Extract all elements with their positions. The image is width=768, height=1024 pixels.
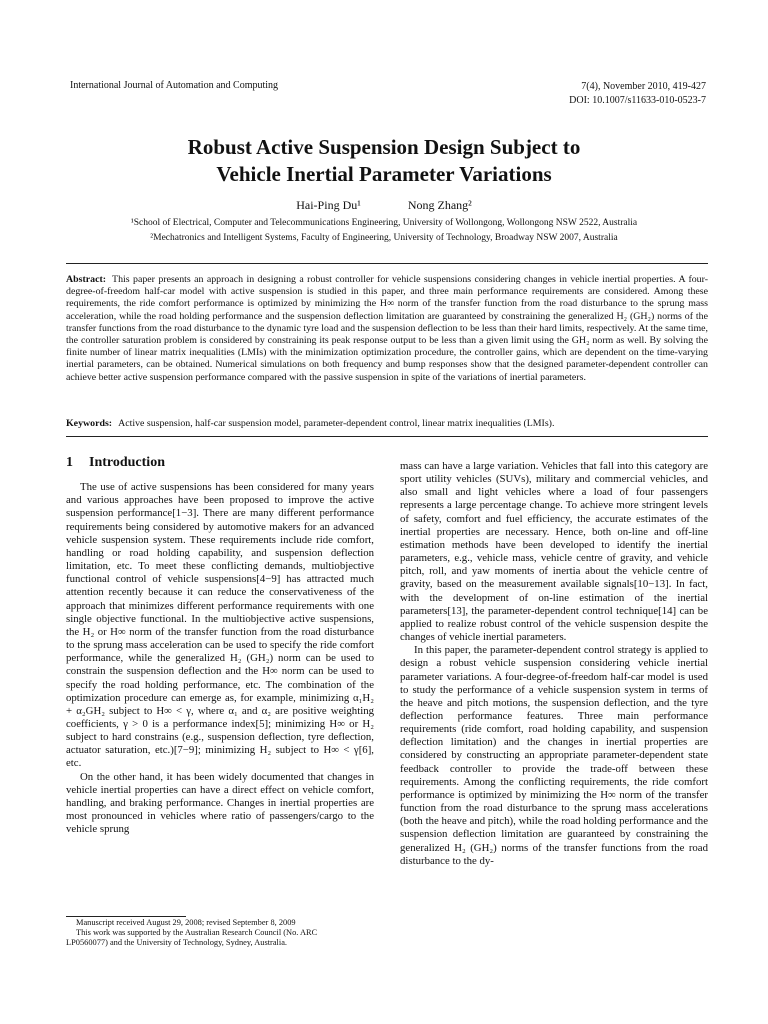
section-title: Introduction: [89, 455, 165, 470]
title-line-1: Robust Active Suspension Design Subject to: [187, 135, 581, 159]
paper-title: [60, 134, 708, 188]
affiliation-1: ¹School of Electrical, Computer and Telecommunications Engineering, University of Wollongong, Wollongong NSW 2522, Australia: [130, 218, 638, 228]
keywords-label: Keywords:: [66, 418, 113, 429]
divider-bottom: [66, 436, 708, 437]
author-2: Nong Zhang²: [407, 198, 472, 212]
title-line-2: Vehicle Inertial Parameter Variations: [216, 162, 552, 186]
authors: [60, 198, 708, 213]
footnote-rule: [66, 916, 186, 917]
abstract-label: Abstract:: [66, 274, 107, 285]
keywords-text: Active suspension, half-car suspension model, parameter-dependent control, linear matrix inequalities (LMIs).: [118, 418, 555, 429]
keywords: [66, 418, 708, 429]
abstract-text: This paper presents an approach in designing a robust controller for vehicle suspensions considering changes in vehicle inertial properties. A four-degree-of-freedom half-car model with active suspension is studied in this paper, and three main performance requirements are considered. Among these requirements, the ride comfort performance is optimized by minimizing the H∞ norm of the transfer function from the road disturbance to the sprung mass acceleration, while the road holding performance and the suspension deflection limitation are guaranteed by constraining the generalized H₂ (GH₂) norms of the transfer functions from the road disturbance to the dynamic tyre load and the suspension deflection to be less than their hard limits, respectively. At the same time, the controller saturation problem is considered by constraining its peak response output to be less than a given limit using the GH₂ norm as well. By solving the finite number of linear matrix inequalities (LMIs) with the minimization optimization procedure, the controller gains, which are dependent on the time-varying inertial parameters, can be obtained. Numerical simulations on both frequency and bump responses show that the designed parameter-dependent controller can achieve better active suspension performance compared with the passive suspension in spite of the variations of inertial parameters.: [66, 274, 708, 383]
footnote-received: Manuscript received August 29, 2008; revised September 8, 2009: [76, 918, 296, 927]
right-column: [400, 460, 708, 868]
footnotes: [66, 918, 336, 948]
divider-top: [66, 263, 708, 264]
header-right: [569, 80, 706, 108]
volume-info: 7(4), November 2010, 419-427: [581, 81, 706, 92]
abstract: [66, 274, 708, 384]
left-column: [66, 456, 374, 836]
paragraph: In this paper, the parameter-dependent control strategy is applied to design a robust vehicle suspension considering vehicle inertial parameter variations. A four-degree-of-freedom half-car model is used to study the performance of a vehicle suspension system in terms of the heave and pitch motions, the suspension deflection, and the tyre deflection performance features. Three main performance requirements (ride comfort, road holding capability, and suspension deflection limitation) and the changes in inertial properties are considered by constructing an appropriate parameter-dependent state feedback controller to provide the trade-off between these requirements. Among the conflicting requirements, the ride comfort performance is optimized by minimizing the H∞ norm of the transfer function from the road disturbance to the sprung mass accelerations (both the heave and pitch), while the road holding performance and the suspension deflection limitation are guaranteed by constraining the generalized H₂ (GH₂) norms of the transfer functions from the road disturbance to the dy-: [400, 644, 708, 867]
section-number: 1: [66, 455, 73, 470]
affiliation-2: ²Mechatronics and Intelligent Systems, Faculty of Engineering, University of Technology, Broadway NSW 2007, Australia: [150, 233, 618, 243]
paragraph: On the other hand, it has been widely documented that changes in vehicle inertial properties can have a direct effect on vehicle comfort, handling, and braking performance. Changes in inertial properties are most pronounced in vehicles where ratio of passengers/cargo to the vehicle sprung: [66, 770, 374, 836]
paragraph: mass can have a large variation. Vehicles that fall into this category are sport utility vehicles (SUVs), military and commercial vehicles, and also small and light vehicles where a load of four passengers represents a large percentage change. To achieve more stringent levels of safety, comfort and fuel efficiency, the accurate estimates of the inertial properties are necessary. Hence, both on-line and off-line estimation methods have been developed to identify the inertial parameters, e.g., vehicle mass, vehicle centre of gravity, and vehicle pitch, roll, and yaw moments of inertia about the vehicle centre of gravity, based on the measurement available signals[10−13]. In fact, with the development of on-line estimation of the inertial parameters[13], the parameter-dependent control technique[14] can be applied to realize robust control of the vehicle suspension despite the changes of vehicle inertial parameters.: [400, 460, 708, 644]
doi: DOI: 10.1007/s11633-010-0523-7: [569, 95, 706, 106]
author-1: Hai-Ping Du¹: [296, 198, 361, 212]
paragraph: The use of active suspensions has been considered for many years and various approaches have been proposed to improve the active suspension performance[1−3]. There are many different performance requirements being considered by automotive makers for an advanced vehicle suspension system. These requirements include ride comfort, handling or road holding capability, and suspension deflection limitation, etc. To meet these conflicting demands, multiobjective functional control of vehicle suspensions[4−9] has attracted much attention recently because it can reduce the conservativeness of the approach that minimizes different performance requirements with one single objective functional. In the multiobjective active suspensions, the H₂ or H∞ norm of the transfer function from the road disturbance to the sprung mass acceleration can be used to specify the ride comfort performance, while the generalized H₂ (GH₂) norm can be used to constrain the suspension deflection and the H∞ norm can be used to specify the road holding performance, etc. The combination of the optimization procedure can emerge as, for example, minimizing α₁H₂ + α₂GH₂ subject to H∞ < γ, where α₁ and α₂ are positive weighting coefficients, γ > 0 is a performance index[5]; minimizing H∞ or H₂ subject to hard constrains (e.g., suspension deflection, tyre deflection, actuator saturation, etc.)[7−9]; minimizing H₂ subject to H∞ < γ[6], etc.: [66, 481, 374, 770]
journal-name: International Journal of Automation and Computing: [70, 80, 279, 91]
footnote-funding: This work was supported by the Australian Research Council (No. ARC LP0560077) and the University of Technology, Sydney, Australia.: [66, 928, 318, 947]
section-heading: [66, 456, 374, 469]
